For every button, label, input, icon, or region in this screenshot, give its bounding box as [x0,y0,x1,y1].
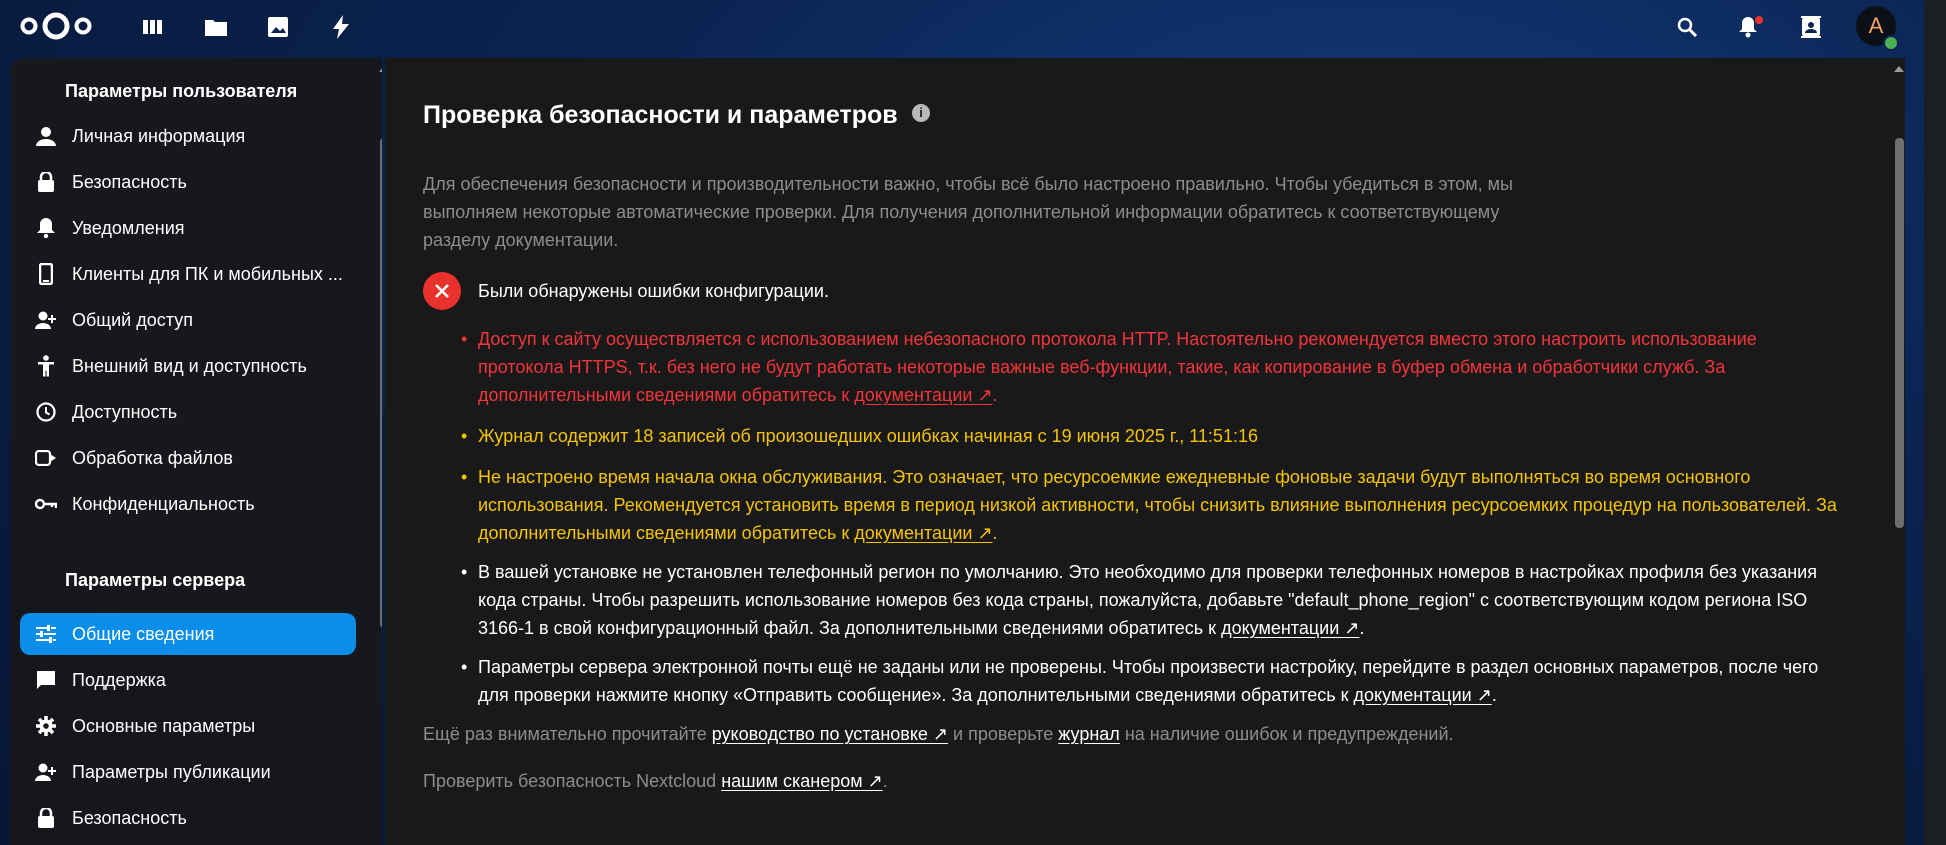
sidebar-item-appearance[interactable] [20,345,356,387]
sidebar-scroll-up-arrow[interactable] [379,66,382,72]
dashboard-icon[interactable] [138,12,168,42]
documentation-link[interactable]: документации ↗ [1221,618,1360,638]
clock-icon [24,391,68,433]
page-title: Проверка безопасности и параметров [423,101,898,129]
bullet: • [461,562,468,582]
activity-icon[interactable] [326,12,356,42]
check-item-maintenance-window [461,463,1838,547]
sidebar-item-overview[interactable] [20,613,356,655]
check-item-end: . [1359,618,1365,638]
documentation-link[interactable]: документации ↗ [1353,685,1492,705]
sidebar-item-server-security[interactable] [20,797,356,839]
log-link[interactable]: журнал [1058,724,1120,744]
accessibility-icon [24,345,68,387]
gear-icon [24,705,68,747]
sidebar-item-label: Общие сведения [72,623,215,644]
intro-text: Для обеспечения безопасности и производительности важно, чтобы всё было настроено правильно. Чтобы убедиться в этом, мы выполняем некоторые автоматические проверки. Для получения дополнительной информации обратитесь к соответствующему разделу документации. [423,174,1513,250]
sidebar-item-publishing-settings[interactable] [20,751,356,793]
check-item-text: В вашей установке не установлен телефонный регион по умолчанию. Это необходимо для проверки телефонных номеров в настройках профиля без указания кода страны. Чтобы разрешить использование номеров без кода страны, пожалуйста, добавьте "default_phone_region" с соответствующим кодом региона ISO 3166-1 в свой конфигурационный файл. За дополнительными сведениями обратитесь к [478,562,1817,638]
check-item-log-errors [461,422,1838,450]
server-settings-heading: Параметры сервера [65,570,246,590]
sidebar-item-privacy[interactable] [20,483,356,525]
sidebar-item-label: Безопасность [72,807,187,828]
footer-text: на наличие ошибок и предупреждений. [1124,724,1454,744]
share-icon [24,299,68,341]
check-item-text: Доступ к сайту осуществляется с использованием небезопасного протокола HTTP. Настоятельно рекомендуется вместо этого настроить использование протокола HTTPS, т.к. без него не будут работать некоторые важные веб-функции, такие, как копирование в буфер обмена и обработчики служб. За дополнительными сведениями обратитесь к [478,329,1757,405]
sidebar-scrollbar[interactable] [380,138,382,628]
documentation-link[interactable]: документации ↗ [854,385,993,405]
sidebar-item-label: Конфиденциальность [72,493,255,514]
sidebar-item-clients[interactable] [20,253,356,295]
avatar-letter: A [1868,13,1884,38]
check-item-text: Журнал содержит 18 записей об произошедших ошибках начиная с 19 июня 2025 г., 11:51:16 [478,426,1258,446]
main-scroll-up-arrow[interactable] [1894,66,1904,72]
key-icon [24,483,68,525]
main-scrollbar[interactable] [1895,138,1904,528]
lock-icon [24,797,68,839]
check-item-end: . [992,523,998,543]
sidebar-item-basic-settings[interactable] [20,705,356,747]
check-item-text: Параметры сервера электронной почты ещё не заданы или не проверены. Чтобы произвести настройку, перейдите в раздел основных параметров, после чего для проверки нажмите кнопку «Отправить сообщение». За дополнительными сведениями обратитесь к [478,657,1819,705]
sidebar-item-support[interactable] [20,659,356,701]
lock-icon [24,161,68,203]
search-icon[interactable] [1672,12,1702,42]
sidebar-item-label: Общий доступ [72,309,193,330]
scanner-link[interactable]: нашим сканером ↗ [721,771,883,791]
check-item-end: . [992,385,998,405]
error-icon [423,272,461,310]
sidebar-item-label: Обработка файлов [72,447,233,468]
check-item-phone-region [461,558,1838,642]
nextcloud-logo-icon[interactable] [18,10,94,42]
sidebar-item-label: Поддержка [72,669,166,690]
footer-text: . [882,771,888,791]
bullet: • [461,426,468,446]
bullet: • [461,467,468,487]
footer-text: Ещё раз внимательно прочитайте [423,724,707,744]
tune-icon [24,613,68,655]
sidebar-item-label: Основные параметры [72,715,256,736]
sidebar-item-notifications[interactable] [20,207,356,249]
bullet: • [461,657,468,677]
contacts-icon[interactable] [1796,12,1826,42]
check-item-text: Не настроено время начала окна обслуживания. Это означает, что ресурсоемкие ежедневные фоновые задачи будут выполняться во время основного использования. Рекомендуется установить время в период низкой активности, чтобы снизить влияние выполнения ресурсоемких процедур на пользователей. За дополнительными сведениями обратитесь к [478,467,1837,543]
sidebar-item-label: Параметры публикации [72,761,271,782]
bullet: • [461,329,468,349]
top-bar [0,0,1946,54]
install-guide-link[interactable]: руководство по установке ↗ [711,724,949,744]
share-icon [24,751,68,793]
check-item-end: . [1491,685,1497,705]
window-edge [1924,0,1946,845]
bell-icon [24,207,68,249]
sidebar-item-security[interactable] [20,161,356,203]
online-status-indicator [1883,35,1899,51]
user-settings-heading: Параметры пользователя [65,81,298,101]
sidebar-item-label: Доступность [72,401,178,422]
sidebar-item-label: Безопасность [72,171,187,192]
sidebar-item-label: Клиенты для ПК и мобильных ... [72,263,343,284]
chat-icon [24,659,68,701]
file-processing-icon [24,437,68,479]
sidebar-item-sharing[interactable] [20,299,356,341]
photos-icon[interactable] [263,12,293,42]
check-item-http [461,325,1838,409]
settings-sidebar [10,58,382,845]
sidebar-item-availability[interactable] [20,391,356,433]
footer-text: Проверить безопасность Nextcloud [423,771,717,791]
sidebar-item-label: Уведомления [72,217,185,238]
footer-text: и проверьте [953,724,1054,744]
check-item-email-server [461,653,1838,709]
sidebar-item-personal-info[interactable] [20,115,356,157]
error-title: Были обнаружены ошибки конфигурации. [478,281,829,301]
footer-install-guide [423,724,1454,745]
documentation-link[interactable]: документации ↗ [854,523,993,543]
sidebar-item-label: Внешний вид и доступность [72,355,307,376]
files-icon[interactable] [201,12,231,42]
footer-scanner [423,771,888,792]
person-icon [24,115,68,157]
sidebar-item-label: Личная информация [72,125,246,146]
notification-badge [1755,16,1763,24]
sidebar-item-file-processing[interactable] [20,437,356,479]
phone-icon [24,253,68,295]
info-icon[interactable]: i [912,104,930,122]
